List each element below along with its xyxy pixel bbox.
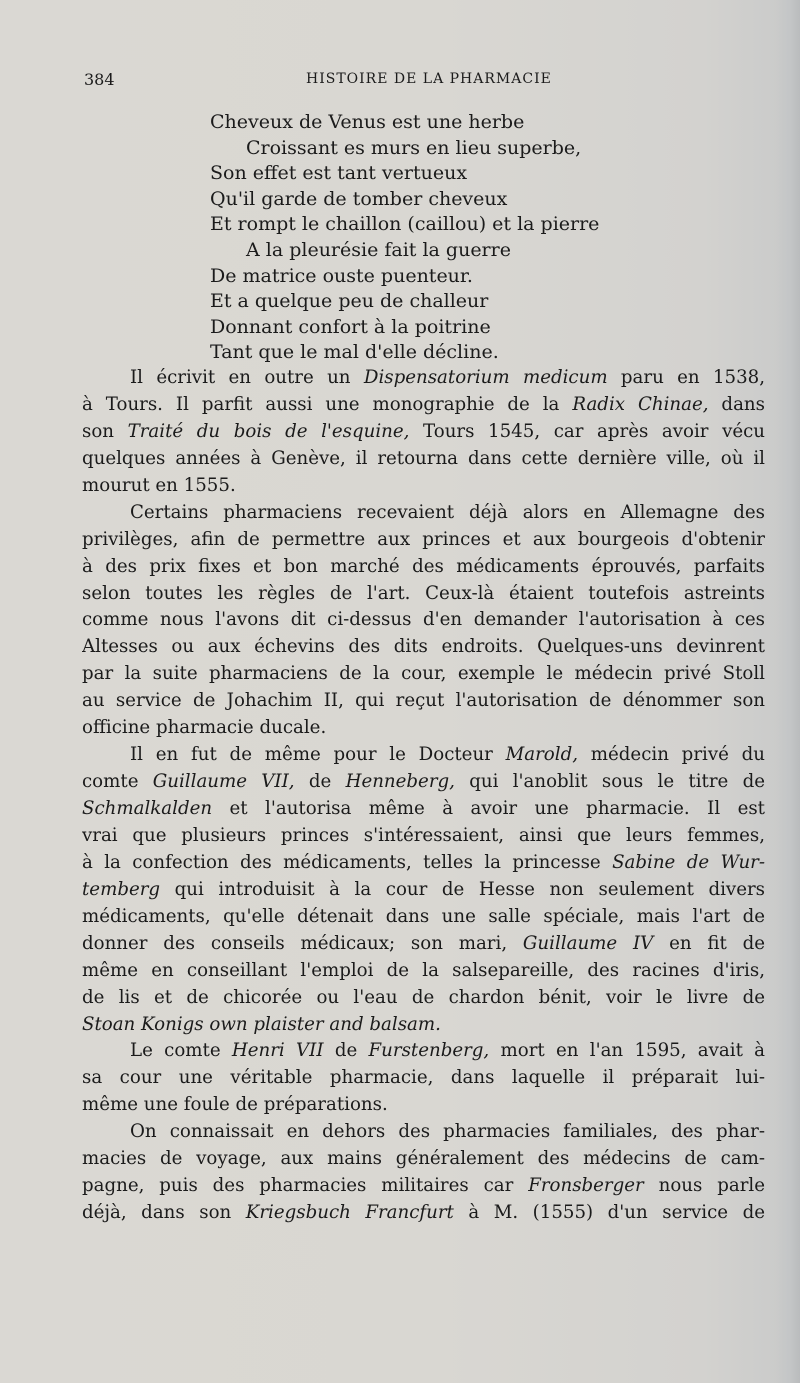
text-line [82, 769, 765, 796]
poem-line: Croissant es murs en lieu superbe, [246, 136, 582, 159]
poem-line: A la pleurésie fait la guerre [246, 238, 511, 261]
text-line [82, 796, 765, 823]
text-line [82, 823, 765, 850]
page-edge-shadow [776, 0, 800, 1383]
text-segment: sa cour une véritable pharmacie, dans laquelle il préparait lui- [82, 1067, 765, 1089]
text-segment: de lis et de chicorée ou l'eau de chardon bénit, voir le livre de [82, 986, 765, 1008]
italic-text: Dispensatorium medicum [363, 367, 608, 388]
text-segment: comte [82, 771, 153, 793]
italic-text: Henneberg, [345, 771, 455, 793]
text-segment: son [82, 420, 128, 442]
text-line [82, 473, 765, 500]
italic-text: Furstenberg, [368, 1040, 490, 1062]
poem-line: Et a quelque peu de challeur [210, 290, 489, 313]
text-segment: donner des conseils médicaux; son mari, [82, 932, 523, 954]
text-line [82, 1146, 765, 1173]
page-header [84, 70, 764, 92]
text-segment: Certains pharmaciens recevaient déjà alors en Allemagne des [130, 501, 765, 523]
poem-block [210, 110, 690, 366]
text-segment: déjà, dans son [82, 1202, 246, 1224]
text-segment: quelques années à Genève, il retourna dans cette dernière ville, où il [82, 447, 765, 469]
italic-text: Fronsberger [528, 1175, 644, 1197]
text-line [82, 1065, 765, 1092]
text-line [82, 661, 765, 688]
poem-line: Cheveux de Venus est une herbe [210, 111, 525, 133]
italic-text: Radix Chinae, [572, 393, 709, 415]
poem-line: Qu'il garde de tomber cheveux [210, 187, 508, 210]
text-segment: de [294, 771, 346, 793]
poem-line: Tant que le mal d'elle décline. [210, 341, 499, 364]
text-line [82, 1012, 765, 1039]
text-segment: médecin privé du [578, 744, 765, 766]
text-line [82, 1092, 765, 1119]
running-title: HISTOIRE DE LA PHARMACIE [306, 71, 552, 87]
text-line [82, 419, 765, 446]
text-segment: même en conseillant l'emploi de la salsepareille, des racines d'iris, [82, 959, 765, 981]
page-number: 384 [84, 70, 115, 89]
text-line [82, 715, 765, 742]
text-segment: dans [708, 393, 765, 415]
text-segment: privilèges, afin de permettre aux princes et aux bourgeois d'obtenir [82, 528, 765, 550]
text-segment: comme nous l'avons dit ci-dessus d'en demander l'autorisation à ces [82, 609, 765, 631]
text-segment: en fit de [653, 932, 765, 954]
text-segment: par la suite pharmaciens de la cour, exemple le médecin privé Stoll [82, 663, 765, 685]
text-line [82, 500, 765, 527]
text-segment: Altesses ou aux échevins des dits endroits. Quelques-uns devinrent [82, 636, 765, 658]
text-segment: médicaments, qu'elle détenait dans une salle spéciale, mais l'art de [82, 905, 765, 927]
text-line [82, 1119, 765, 1146]
text-segment: Tours 1545, car après avoir vécu [409, 420, 765, 442]
prose-body [82, 365, 765, 1227]
text-segment: même une foule de préparations. [82, 1094, 388, 1116]
text-segment: Il écrivit en outre un [130, 367, 364, 388]
text-line [82, 1173, 765, 1200]
text-segment: de [323, 1040, 369, 1062]
poem-line: Son effet est tant vertueux [210, 162, 468, 185]
poem-line: Et rompt le chaillon (caillou) et la pierre [210, 213, 600, 236]
text-segment: paru en 1538, [607, 367, 765, 388]
text-segment: selon toutes les règles de l'art. Ceux-là étaient toutefois astreints [82, 582, 765, 604]
italic-text: Stoan Konigs own plaister and balsam. [82, 1013, 441, 1035]
italic-text: Schmalkalden [82, 798, 213, 819]
text-line [82, 634, 765, 661]
text-line [82, 877, 765, 904]
text-line [82, 581, 765, 608]
text-segment: vrai que plusieurs princes s'intéressaient, ainsi que leurs femmes, [82, 824, 765, 846]
text-line [82, 527, 765, 554]
italic-text: Guillaume IV [522, 932, 654, 954]
text-segment: qui l'anoblit sous le titre de [454, 771, 765, 793]
poem-line: De matrice ouste puenteur. [210, 264, 473, 287]
italic-text: Marold, [505, 744, 578, 766]
text-line [82, 607, 765, 634]
text-line [82, 904, 765, 931]
text-segment: à M. (1555) d'un service de [453, 1202, 765, 1224]
italic-text: Traité du bois de l'esquine, [127, 420, 410, 442]
text-line [82, 742, 765, 769]
text-segment: officine pharmacie ducale. [82, 717, 327, 739]
text-line [82, 365, 765, 392]
text-line [82, 688, 765, 715]
text-segment: Il en fut de même pour le Docteur [130, 744, 506, 766]
text-line [82, 850, 765, 877]
text-line [82, 958, 765, 985]
text-line [82, 1038, 765, 1065]
text-line [82, 392, 765, 419]
text-line [82, 1200, 765, 1227]
text-segment: macies de voyage, aux mains généralement des médecins de cam- [82, 1148, 765, 1170]
italic-text: Kriegsbuch Francfurt [245, 1202, 454, 1224]
text-segment: mourut en 1555. [82, 474, 236, 496]
text-segment: Le comte [130, 1040, 232, 1062]
italic-text: Henri VII [231, 1040, 324, 1062]
text-segment: qui introduisit à la cour de Hesse non seulement divers [160, 878, 765, 900]
text-segment: pagne, puis des pharmacies militaires car [82, 1175, 529, 1197]
italic-text: temberg [82, 878, 161, 900]
text-segment: et l'autorisa même à avoir une pharmacie. Il est [212, 798, 765, 819]
poem-line: Donnant confort à la poitrine [210, 315, 491, 338]
text-segment: à la confection des médicaments, telles la princesse [82, 851, 613, 873]
text-line [82, 554, 765, 581]
text-segment: mort en l'an 1595, avait à [489, 1040, 765, 1062]
text-line [82, 931, 765, 958]
text-line [82, 985, 765, 1012]
text-segment: au service de Johachim II, qui reçut l'autorisation de dénommer son [82, 690, 765, 712]
text-segment: nous parle [643, 1175, 765, 1197]
italic-text: Sabine de Wur- [612, 851, 765, 873]
text-segment: à des prix fixes et bon marché des médicaments éprouvés, parfaits [82, 555, 765, 577]
italic-text: Guillaume VII, [152, 771, 295, 793]
text-segment: On connaissait en dehors des pharmacies familiales, des phar- [130, 1121, 765, 1143]
text-line [82, 446, 765, 473]
text-segment: à Tours. Il parfit aussi une monographie de la [82, 393, 573, 415]
